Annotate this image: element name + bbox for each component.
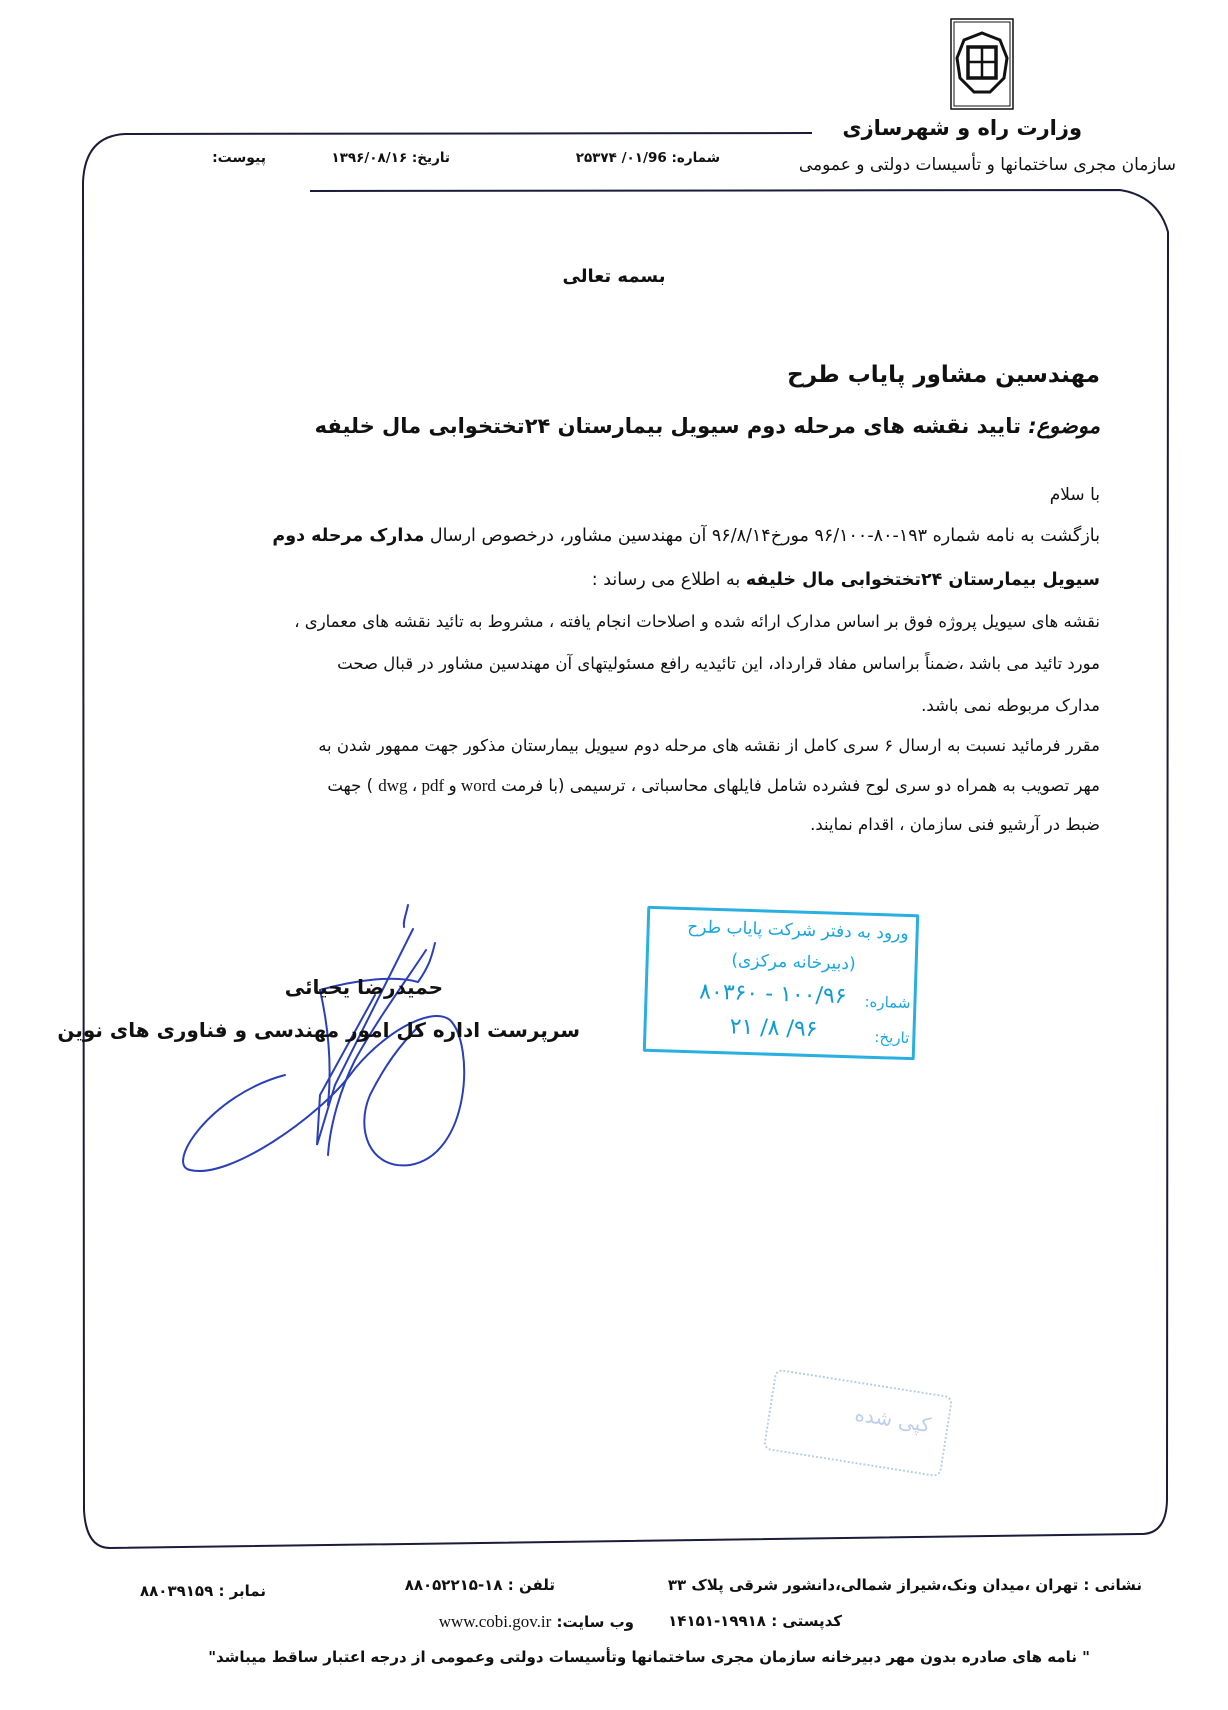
body-paragraph-2-line-2: مورد تائید می باشد ،ضمناً براساس مفاد قرارداد، این تائیدیه رافع مسئولیتهای آن مهندسین مشاور در قبال صحت	[337, 654, 1100, 673]
body-text: بازگشت به نامه شماره ۱۹۳-۸۰-۹۶/۱۰۰ مورخ۹۶/۸/۱۴ آن مهندسین مشاور، درخصوص ارسال	[429, 526, 1100, 546]
subject-label: موضوع:	[1028, 414, 1100, 438]
body-paragraph-3-line-1: مقرر فرمائید نسبت به ارسال ۶ سری کامل از نقشه های مرحله دوم سیویل بیمارستان مذکور جهت ممهور شدن به	[318, 736, 1100, 755]
subject-text: تایید نقشه های مرحله دوم سیویل بیمارستان ۲۴تختخوابی مال خلیفه	[314, 414, 1021, 438]
organization-name: سازمان مجری ساختمانها و تأسیسات دولتی و عمومی	[798, 155, 1176, 175]
footer-postal-label: کدپستی :	[771, 1612, 842, 1630]
footer-website-link[interactable]: www.cobi.gov.ir	[438, 1612, 552, 1631]
bismillah-heading: بسمه تعالی	[562, 266, 666, 287]
received-stamp-date-label: تاریخ:	[874, 1027, 910, 1048]
body-text-bold: سیویل بیمارستان ۲۴تختخوابی مال خلیفه	[745, 570, 1100, 590]
body-paragraph-2-line-3: مدارک مربوطه نمی باشد.	[921, 696, 1100, 715]
received-stamp-number-value: ۱۰۰/۹۶ - ۸۰۳۶۰	[698, 979, 847, 1010]
footer-website	[439, 1612, 634, 1632]
footer-phone	[405, 1576, 555, 1594]
body-paragraph-1-line-2	[592, 570, 1100, 590]
body-paragraph-3-line-2	[327, 776, 1100, 796]
file-formats: dwg ، pdf و word	[378, 776, 496, 795]
footer-fax	[140, 1582, 266, 1600]
letter-number	[576, 150, 720, 166]
letter-date-label: تاریخ:	[411, 150, 450, 166]
copy-stamp-text: کپی شده	[853, 1401, 933, 1438]
frame-right-rule	[310, 190, 1168, 1534]
letter-number-label: شماره:	[671, 150, 720, 166]
footer-phone-value: ۱۸-۸۸۰۵۲۲۱۵	[404, 1576, 503, 1594]
subject-line	[315, 414, 1100, 438]
ministry-emblem-icon	[950, 18, 1014, 110]
letter-attachment-label: پیوست:	[212, 150, 266, 166]
received-stamp-line-2: (دبیرخانه مرکزی)	[731, 950, 856, 975]
letter-date	[331, 150, 450, 166]
body-text: ) جهت	[327, 776, 374, 795]
addressee: مهندسین مشاور پایاب طرح	[787, 362, 1100, 388]
received-stamp-line-1: ورود به دفتر شرکت پایاب طرح	[687, 917, 909, 944]
body-text: مهر تصویب به همراه دو سری لوح فشرده شامل فایلهای محاسباتی ، ترسیمی (با فرمت	[495, 776, 1100, 795]
footer-website-label: وب سایت:	[556, 1613, 634, 1631]
ministry-title: وزارت راه و شهرسازی	[842, 116, 1082, 140]
body-paragraph-1-line-1	[272, 526, 1100, 546]
body-text: به اطلاع می رساند :	[591, 570, 741, 590]
received-stamp-date-value: ۹۶/ ۸/ ۲۱	[729, 1014, 818, 1043]
received-stamp	[643, 906, 919, 1060]
footer-validity-note: " نامه های صادره بدون مهر دبیرخانه سازمان مجری ساختمانها وتأسیسات دولتی وعمومی از درجه اعتبار ساقط میباشد"	[208, 1648, 1090, 1666]
received-stamp-number-label: شماره:	[864, 992, 911, 1013]
footer-fax-label: نمابر :	[218, 1582, 266, 1600]
body-text-bold: مدارک مرحله دوم	[272, 526, 425, 546]
body-paragraph-2-line-1: نقشه های سیویل پروژه فوق بر اساس مدارک ارائه شده و اصلاحات انجام یافته ، مشروط به تائید نقشه های معماری ،	[294, 612, 1100, 631]
footer-fax-value: ۸۸۰۳۹۱۵۹	[140, 1582, 214, 1600]
greeting: با سلام	[1049, 485, 1100, 505]
footer-postal-value: ۱۹۹۱۸-۱۴۱۵۱	[668, 1612, 766, 1630]
footer-postal-code	[668, 1612, 842, 1630]
handwritten-signature	[170, 895, 490, 1195]
letter-number-value: ۰۱/96/ ۲۵۳۷۴	[575, 150, 667, 166]
footer-phone-label: تلفن :	[507, 1576, 555, 1594]
footer-address: نشانی : تهران ،میدان ونک،شیراز شمالی،دانشور شرقی پلاک ۳۳	[667, 1576, 1142, 1594]
letter-date-value: ۱۳۹۶/۰۸/۱۶	[331, 150, 408, 166]
body-paragraph-3-line-3: ضبط در آرشیو فنی سازمان ، اقدام نمایند.	[810, 815, 1100, 834]
signatory-title: سرپرست اداره کل امور مهندسی و فناوری های نوین	[57, 1018, 580, 1042]
signatory-name: حمیدرضا یحیائی	[284, 975, 443, 999]
